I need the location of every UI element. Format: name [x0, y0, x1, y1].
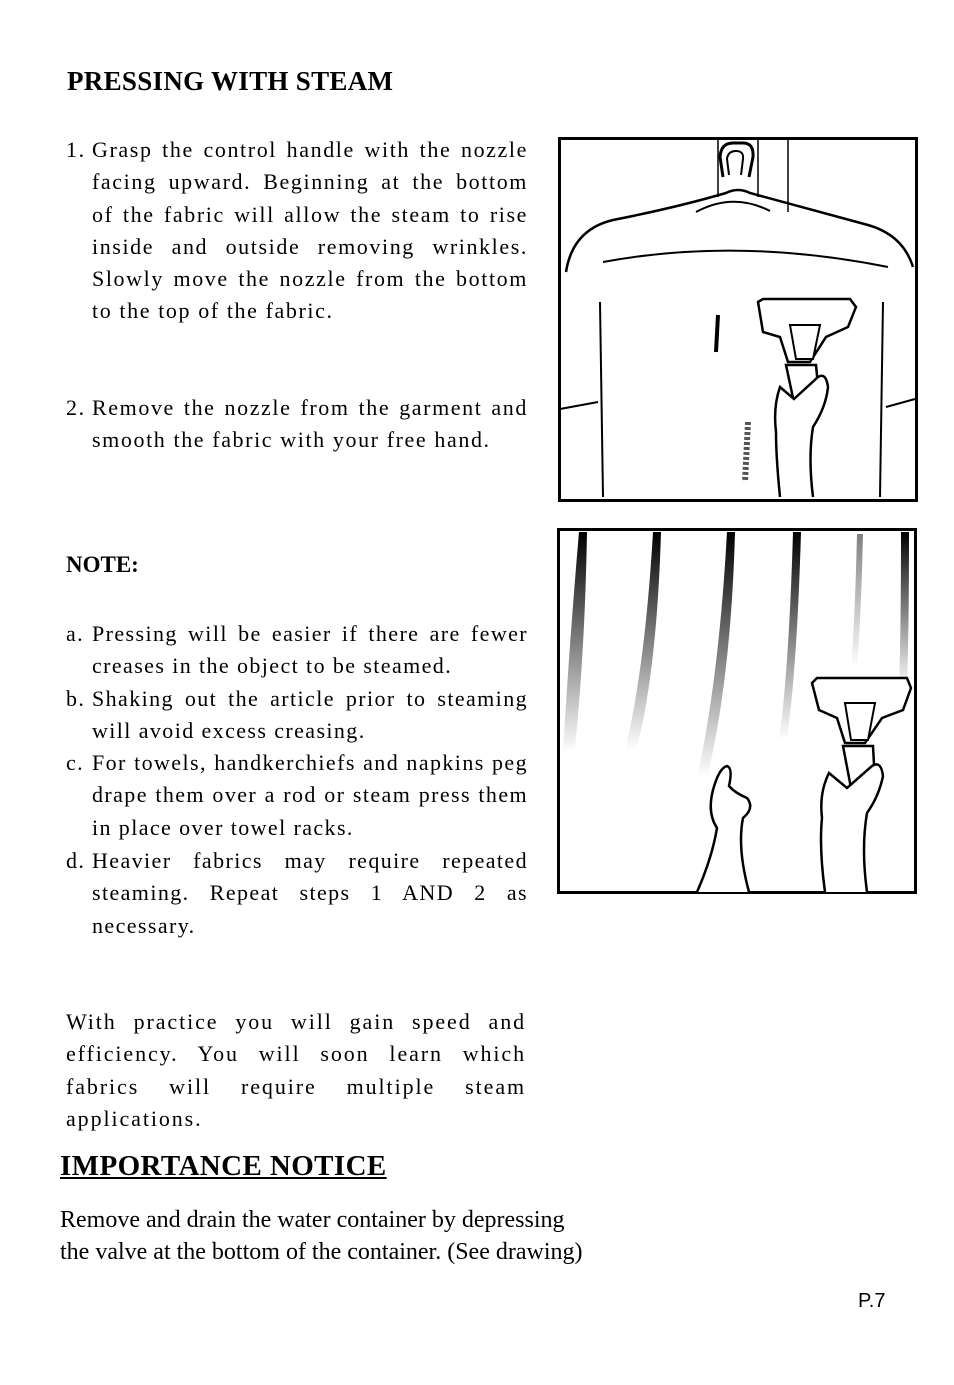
note-item-c [66, 747, 528, 844]
note-item-a [66, 618, 528, 683]
notice-line-2: the valve at the bottom of the container. (See drawing) [60, 1239, 583, 1265]
note-item-d [66, 845, 528, 942]
note-text: Pressing will be easier if there are fewer creases in the object to be steamed. [92, 621, 528, 679]
note-text: Shaking out the article prior to steaming will avoid excess creasing. [92, 686, 528, 744]
note-letter: d. [66, 848, 86, 873]
note-letter: c. [66, 750, 85, 775]
note-item-b [66, 683, 528, 748]
practice-paragraph: With practice you will gain speed and efficiency. You will soon learn which fabrics will require multiple steam applications. [66, 1009, 526, 1131]
note-letter: b. [66, 686, 86, 711]
step-text: Grasp the control handle with the nozzle facing upward. Beginning at the bottom of the fabric will allow the steam to rise inside and outside removing wrinkles. Slowly move the nozzle from the bottom to the top of the fabric. [92, 137, 528, 324]
page-number: P.7 [858, 1290, 886, 1312]
garment-on-hanger-steaming-illustration [558, 137, 918, 502]
step-number: 2. [66, 395, 86, 420]
note-text: Heavier fabrics may require repeated steaming. Repeat steps 1 AND 2 as necessary. [92, 848, 528, 938]
notice-line-1: Remove and drain the water container by depressing [60, 1207, 565, 1233]
notice-text [60, 1204, 700, 1268]
note-text: For towels, handkerchiefs and napkins peg drape them over a rod or steam press them in place over towel racks. [92, 750, 528, 840]
step-text: Remove the nozzle from the garment and smooth the fabric with your free hand. [92, 395, 528, 453]
step-1 [66, 134, 528, 328]
step-2 [66, 392, 528, 457]
step-number: 1. [66, 137, 86, 162]
note-title: NOTE: [66, 552, 139, 577]
curtain-steaming-illustration [557, 528, 917, 894]
page-title: PRESSING WITH STEAM [67, 66, 394, 96]
notice-title: IMPORTANCE NOTICE [60, 1150, 387, 1182]
note-letter: a. [66, 621, 85, 646]
